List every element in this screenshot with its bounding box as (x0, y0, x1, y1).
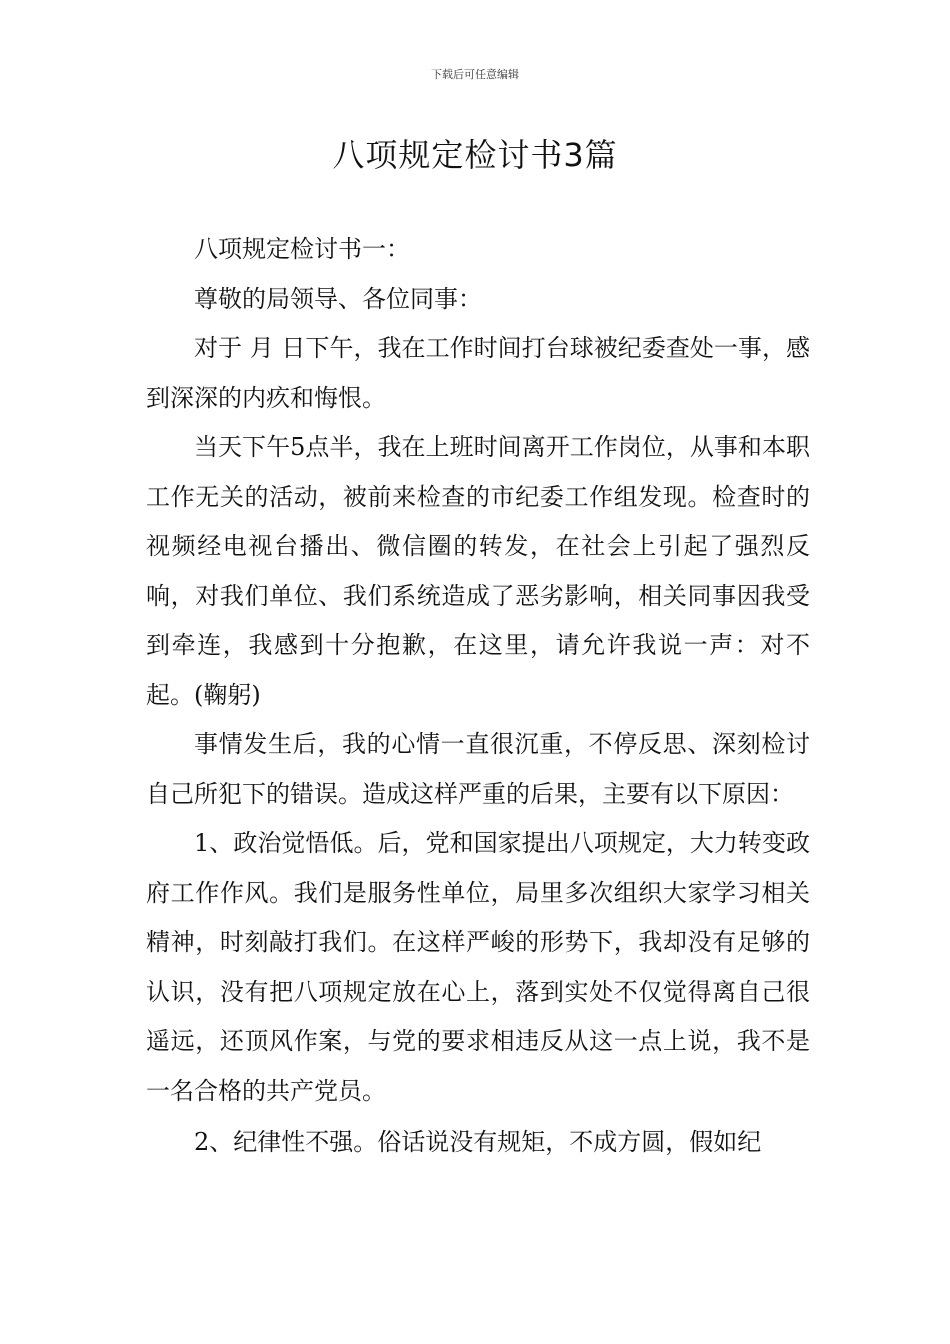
body-paragraph: 当天下午5点半，我在上班时间离开工作岗位，从事和本职工作无关的活动，被前来检查的市纪委工作组发现。检查时的视频经电视台播出、微信圈的转发，在社会上引起了强烈反响，对我们单位、我们系统造成了恶劣影响，相关同事因我受到牵连，我感到十分抱歉，在这里，请允许我说一声：对不起。(鞠躬) (146, 433, 810, 709)
document-body (146, 225, 810, 1167)
body-paragraph: 1、政治觉悟低。后，党和国家提出八项规定，大力转变政府工作作风。我们是服务性单位，局里多次组织大家学习相关精神，时刻敲打我们。在这样严峻的形势下，我却没有足够的认识，没有把八项规定放在心上，落到实处不仅觉得离自己很遥远，还顶风作案，与党的要求相违反从这一点上说，我不是一名合格的共产党员。 (146, 829, 810, 1105)
page-header-note: 下载后可任意编辑 (431, 68, 519, 81)
body-paragraph: 事情发生后，我的心情一直很沉重，不停反思、深刻检讨自己所犯下的错误。造成这样严重的后果，主要有以下原因： (146, 730, 810, 808)
document-title: 八项规定检讨书3篇 (332, 136, 618, 174)
section-heading: 八项规定检讨书一： (194, 235, 410, 263)
salutation: 尊敬的局领导、各位同事： (194, 284, 482, 313)
body-paragraph: 对于 月 日下午，我在工作时间打台球被纪委查处一事，感到深深的内疚和悔恨。 (146, 334, 810, 412)
body-paragraph: 2、纪律性不强。俗话说没有规矩，不成方圆，假如纪 (194, 1127, 762, 1156)
